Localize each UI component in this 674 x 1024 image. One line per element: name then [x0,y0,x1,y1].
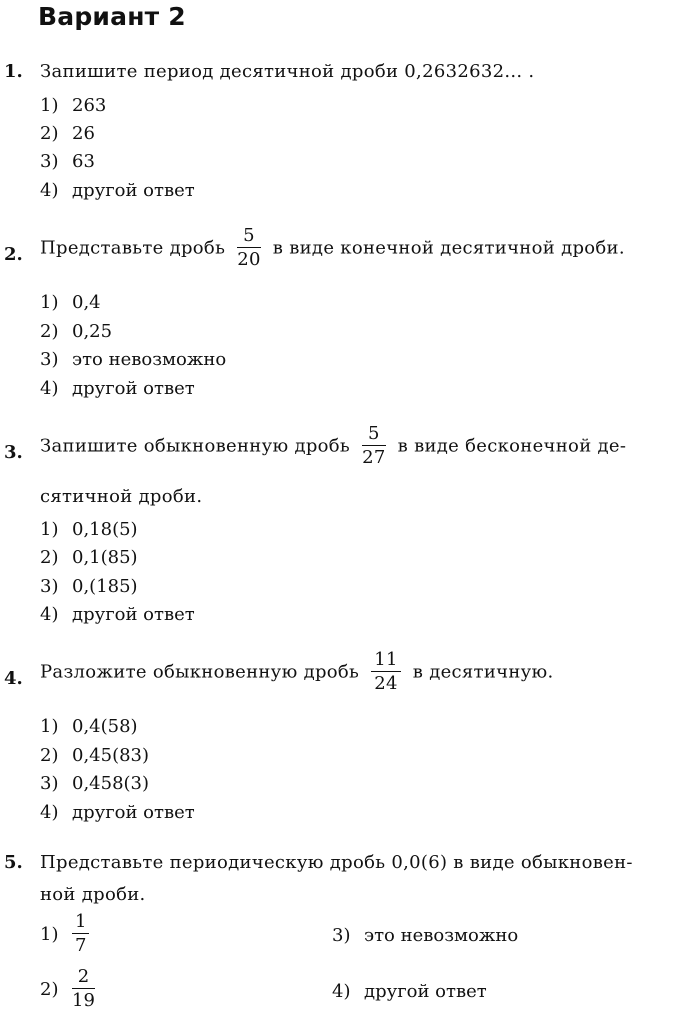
answer-option[interactable] [40,349,226,370]
option-number: 1) [40,292,59,313]
answer-option[interactable] [40,967,101,1012]
option-number: 4) [332,981,351,1002]
option-text: другой ответ [364,981,487,1002]
answer-option[interactable] [40,547,138,568]
option-text: 0,4(58) [72,716,138,737]
option-number: 2) [40,321,59,342]
fraction [72,912,89,957]
option-number: 1) [40,519,59,540]
fraction-denominator: 27 [362,447,386,468]
fraction-denominator: 20 [237,249,261,270]
option-text: 0,1(85) [72,547,138,568]
question-text: Запишите период десятичной дроби 0,2632632... . [40,61,535,82]
option-number: 4) [40,604,59,625]
fraction-numerator: 1 [72,912,89,934]
option-text: другой ответ [72,802,195,823]
answer-option[interactable] [40,180,195,201]
page-title: Вариант 2 [38,2,186,31]
fraction [362,424,386,469]
fraction-numerator: 2 [72,967,95,989]
option-number: 4) [40,180,59,201]
option-number: 2) [40,547,59,568]
option-number: 2) [40,745,59,766]
option-text: 0,458(3) [72,773,150,794]
option-text: 0,(185) [72,576,138,597]
answer-option[interactable] [332,981,487,1002]
answer-option[interactable] [40,321,112,342]
fraction-denominator: 7 [75,935,87,956]
option-number: 3) [40,773,59,794]
fraction-numerator: 11 [371,650,401,672]
option-text: другой ответ [72,604,195,625]
option-text: 0,18(5) [72,519,138,540]
option-number: 3) [40,576,59,597]
option-number: 3) [40,151,59,172]
option-text: 0,25 [72,321,113,342]
question-text [40,650,554,695]
fraction-numerator: 5 [362,424,386,446]
option-number: 3) [40,349,59,370]
question-text-after: в виде конечной десятичной дроби. [272,237,625,259]
question-text [40,226,625,271]
question-text-after: в десятичную. [412,661,554,683]
question-number: 3. [4,442,23,463]
question-text-line2: сятичной дроби. [40,486,203,507]
question-text-before: Разложите обыкновенную дробь [40,661,360,683]
answer-option[interactable] [332,925,518,946]
question-number: 1. [4,61,23,82]
answer-option[interactable] [40,716,138,737]
option-text: 63 [72,151,95,172]
answer-option[interactable] [40,95,106,116]
option-text: 26 [72,123,95,144]
question-text-line2: ной дроби. [40,884,146,905]
answer-option[interactable] [40,773,149,794]
question-number: 4. [4,668,23,689]
question-text: Представьте периодическую дробь 0,0(6) в виде обыкновен- [40,852,633,873]
answer-option[interactable] [40,151,95,172]
answer-option[interactable] [40,123,95,144]
question-number: 2. [4,244,23,265]
answer-option[interactable] [40,519,138,540]
answer-option[interactable] [40,378,195,399]
option-number: 1) [40,924,59,945]
question-text [40,424,626,469]
question-number: 5. [4,852,23,873]
option-number: 2) [40,979,59,1000]
option-number: 1) [40,716,59,737]
question-text-before: Запишите обыкновенную дробь [40,435,351,457]
fraction-denominator: 24 [374,673,398,694]
answer-option[interactable] [40,292,101,313]
option-text: это невозможно [364,925,519,946]
question-text-before: Представьте дробь [40,237,226,259]
fraction-numerator: 5 [237,226,261,248]
option-number: 1) [40,95,59,116]
fraction-denominator: 19 [72,990,95,1011]
option-number: 4) [40,802,59,823]
answer-option[interactable] [40,604,195,625]
question-text-after: в виде бесконечной де- [397,435,627,457]
fraction [72,967,95,1012]
option-text: 0,45(83) [72,745,150,766]
option-text: 263 [72,95,107,116]
option-text: это невозможно [72,349,227,370]
option-text: 0,4 [72,292,101,313]
answer-option[interactable] [40,802,195,823]
answer-option[interactable] [40,576,138,597]
option-number: 2) [40,123,59,144]
option-text: другой ответ [72,378,195,399]
fraction [371,650,401,695]
option-text: другой ответ [72,180,195,201]
option-number: 3) [332,925,351,946]
fraction [237,226,261,271]
answer-option[interactable] [40,912,95,957]
answer-option[interactable] [40,745,149,766]
option-number: 4) [40,378,59,399]
